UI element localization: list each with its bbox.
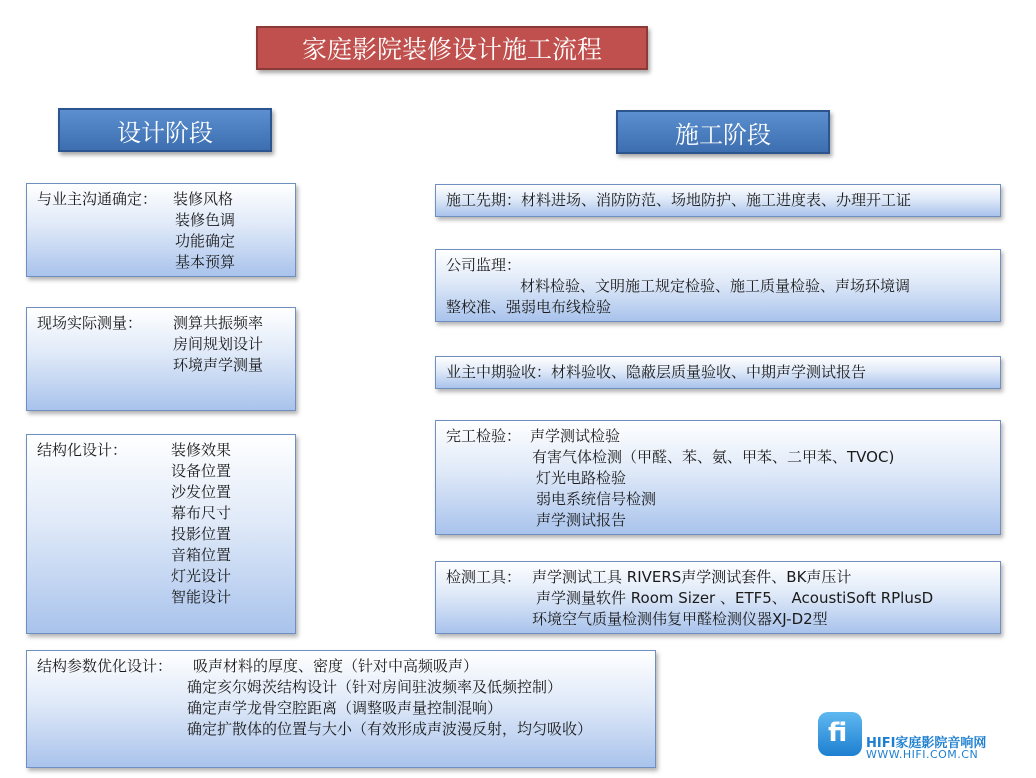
step-item: 装修色调 — [175, 211, 236, 229]
step-label: 与业主沟通确定： — [37, 190, 158, 208]
step-item: 确定扩散体的位置与大小（有效形成声波漫反射，均匀吸收） — [187, 720, 593, 738]
step-item: 声学测量软件 Room Sizer 、ETF5、 AcoustiSoft RPlusD — [536, 589, 934, 607]
step-item: 环境空气质量检测伟复甲醛检测仪器XJ-D2型 — [532, 610, 828, 628]
step-label: 结构参数优化设计： — [37, 657, 173, 675]
construction-step-tools — [435, 561, 1001, 634]
step-text: 施工先期：材料进场、消防防范、场地防护、施工进度表、办理开工证 — [446, 191, 912, 209]
step-item: 测算共振频率 — [173, 314, 264, 332]
step-label: 检测工具： — [446, 568, 522, 586]
construction-phase-header: 施工阶段 — [616, 110, 830, 154]
step-item: 有害气体检测（甲醛、苯、氨、甲苯、二甲苯、TVOC) — [532, 448, 895, 466]
step-text: 业主中期验收：材料验收、隐蔽层质量验收、中期声学测试报告 — [446, 363, 867, 381]
page-title: 家庭影院装修设计施工流程 — [256, 26, 648, 70]
step-item: 材料检验、文明施工规定检验、施工质量检验、声场环境调 — [520, 277, 911, 295]
step-item: 功能确定 — [175, 232, 236, 250]
step-item: 设备位置 — [171, 462, 232, 480]
step-item: 声学测试检验 — [530, 427, 621, 445]
step-item: 装修效果 — [171, 441, 232, 459]
logo-site-url: WWW.HIFI.COM.CN — [866, 748, 979, 761]
step-item: 声学测试工具 RIVERS声学测试套件、BK声压计 — [532, 568, 852, 586]
construction-step-supervision — [435, 249, 1001, 322]
step-item: 装修风格 — [173, 190, 234, 208]
step-item: 投影位置 — [171, 525, 232, 543]
design-step-measurement — [26, 307, 296, 411]
step-label: 现场实际测量： — [37, 314, 143, 332]
construction-step-completion-check — [435, 420, 1001, 535]
design-step-structure — [26, 434, 296, 634]
site-logo — [818, 712, 1032, 774]
step-label: 结构化设计： — [37, 441, 128, 459]
step-item: 灯光设计 — [171, 567, 232, 585]
hifi-logo-icon: fi — [818, 712, 862, 756]
design-step-optimization — [26, 650, 656, 768]
step-item: 环境声学测量 — [173, 356, 264, 374]
step-label: 公司监理： — [446, 256, 522, 274]
step-item: 幕布尺寸 — [171, 504, 232, 522]
step-item: 沙发位置 — [171, 483, 232, 501]
step-item: 确定声学龙骨空腔距离（调整吸声量控制混响） — [187, 699, 503, 717]
design-phase-header: 设计阶段 — [58, 108, 272, 152]
step-item: 整校准、强弱电布线检验 — [446, 298, 612, 316]
construction-step-preparation — [435, 184, 1001, 217]
step-item: 确定亥尔姆茨结构设计（针对房间驻波频率及低频控制） — [187, 678, 563, 696]
step-item: 基本预算 — [175, 253, 236, 271]
construction-step-midterm-acceptance — [435, 356, 1001, 389]
step-label: 完工检验： — [446, 427, 522, 445]
step-item: 吸声材料的厚度、密度（针对中高频吸声） — [193, 657, 479, 675]
step-item: 声学测试报告 — [536, 511, 627, 529]
step-item: 音箱位置 — [171, 546, 232, 564]
step-item: 智能设计 — [171, 588, 232, 606]
design-step-communication — [26, 183, 296, 277]
step-item: 房间规划设计 — [173, 335, 264, 353]
step-item: 灯光电路检验 — [536, 469, 627, 487]
logo-site-name: HIFI家庭影院音响网 — [866, 736, 987, 751]
step-item: 弱电系统信号检测 — [536, 490, 657, 508]
